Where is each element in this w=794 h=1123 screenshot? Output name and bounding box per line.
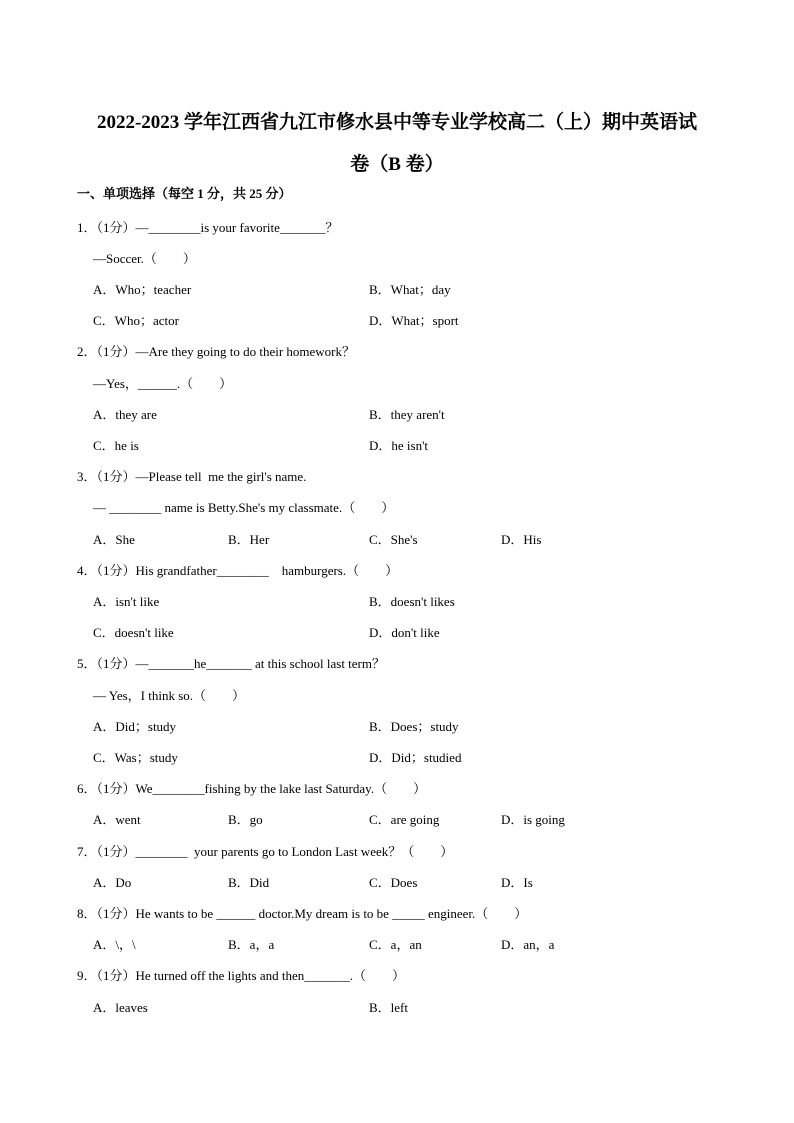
question-6-option-c[interactable]: C．are going xyxy=(369,812,440,827)
question-8-option-d[interactable]: D．an，a xyxy=(501,937,555,952)
document-title xyxy=(60,102,734,186)
question-9-stem: 9．（1分）He turned off the lights and then_______.（ ） xyxy=(77,968,405,983)
question-6-option-d[interactable]: D．is going xyxy=(501,812,565,827)
section-heading: 一、单项选择（每空 1 分，共 25 分） xyxy=(77,186,292,201)
question-7-option-a[interactable]: A．Do xyxy=(93,875,132,890)
question-9-option-b[interactable]: B．left xyxy=(369,1000,408,1015)
question-1-sub: —Soccer.（ ） xyxy=(93,251,196,266)
question-3-option-d[interactable]: D．His xyxy=(501,532,542,547)
question-1-option-c[interactable]: C．Who；actor xyxy=(93,313,179,328)
question-2-stem: 2．（1分）—Are they going to do their homework？ xyxy=(77,344,356,359)
question-2-option-d[interactable]: D．he isn't xyxy=(369,438,429,453)
question-8-option-a[interactable]: A．\，\ xyxy=(93,937,136,952)
question-5-stem: 5．（1分）—_______he_______ at this school last term？ xyxy=(77,656,386,671)
question-1-option-d[interactable]: D．What；sport xyxy=(369,313,459,328)
question-3-option-b[interactable]: B．Her xyxy=(228,532,270,547)
question-2-option-c[interactable]: C．he is xyxy=(93,438,139,453)
question-4-option-c[interactable]: C．doesn't like xyxy=(93,625,174,640)
title-line-1: 2022-2023 学年江西省九江市修水县中等专业学校高二（上）期中英语试 xyxy=(96,112,698,133)
question-5-option-c[interactable]: C．Was；study xyxy=(93,750,178,765)
question-8-option-c[interactable]: C．a，an xyxy=(369,937,422,952)
question-8-stem: 8．（1分）He wants to be ______ doctor.My dream is to be _____ engineer.（ ） xyxy=(77,906,528,921)
question-2-sub: —Yes，______.（ ） xyxy=(93,376,233,391)
question-6-option-b[interactable]: B．go xyxy=(228,812,263,827)
question-4-option-d[interactable]: D．don't like xyxy=(369,625,440,640)
question-4-option-b[interactable]: B．doesn't likes xyxy=(369,594,455,609)
question-7-stem: 7．（1分）________ your parents go to London Last week？（ ） xyxy=(77,844,454,859)
question-1-option-b[interactable]: B．What；day xyxy=(369,282,451,297)
question-3-option-a[interactable]: A．She xyxy=(93,532,135,547)
title-line-2: 卷（B 卷） xyxy=(350,154,444,175)
question-6-option-a[interactable]: A．went xyxy=(93,812,141,827)
question-5-option-b[interactable]: B．Does；study xyxy=(369,719,459,734)
question-4-stem: 4．（1分）His grandfather________ hamburgers.（ ） xyxy=(77,563,399,578)
question-3-sub: — ________ name is Betty.She's my classmate.（ ） xyxy=(93,500,395,515)
question-8-option-b[interactable]: B．a，a xyxy=(228,937,275,952)
question-6-stem: 6．（1分）We________fishing by the lake last Saturday.（ ） xyxy=(77,781,427,796)
question-9-option-a[interactable]: A．leaves xyxy=(93,1000,148,1015)
question-3-option-c[interactable]: C．She's xyxy=(369,532,418,547)
question-1-option-a[interactable]: A．Who；teacher xyxy=(93,282,192,297)
question-2-option-b[interactable]: B．they aren't xyxy=(369,407,445,422)
question-2-option-a[interactable]: A．they are xyxy=(93,407,157,422)
question-7-option-c[interactable]: C．Does xyxy=(369,875,418,890)
question-7-option-b[interactable]: B．Did xyxy=(228,875,270,890)
question-3-stem: 3．（1分）—Please tell me the girl's name. xyxy=(77,469,307,484)
question-4-option-a[interactable]: A．isn't like xyxy=(93,594,160,609)
question-5-sub: — Yes，I think so.（ ） xyxy=(93,688,246,703)
question-5-option-d[interactable]: D．Did；studied xyxy=(369,750,462,765)
question-7-option-d[interactable]: D．Is xyxy=(501,875,533,890)
question-5-option-a[interactable]: A．Did；study xyxy=(93,719,177,734)
question-1-stem: 1．（1分）—________is your favorite_______？ xyxy=(77,220,339,235)
